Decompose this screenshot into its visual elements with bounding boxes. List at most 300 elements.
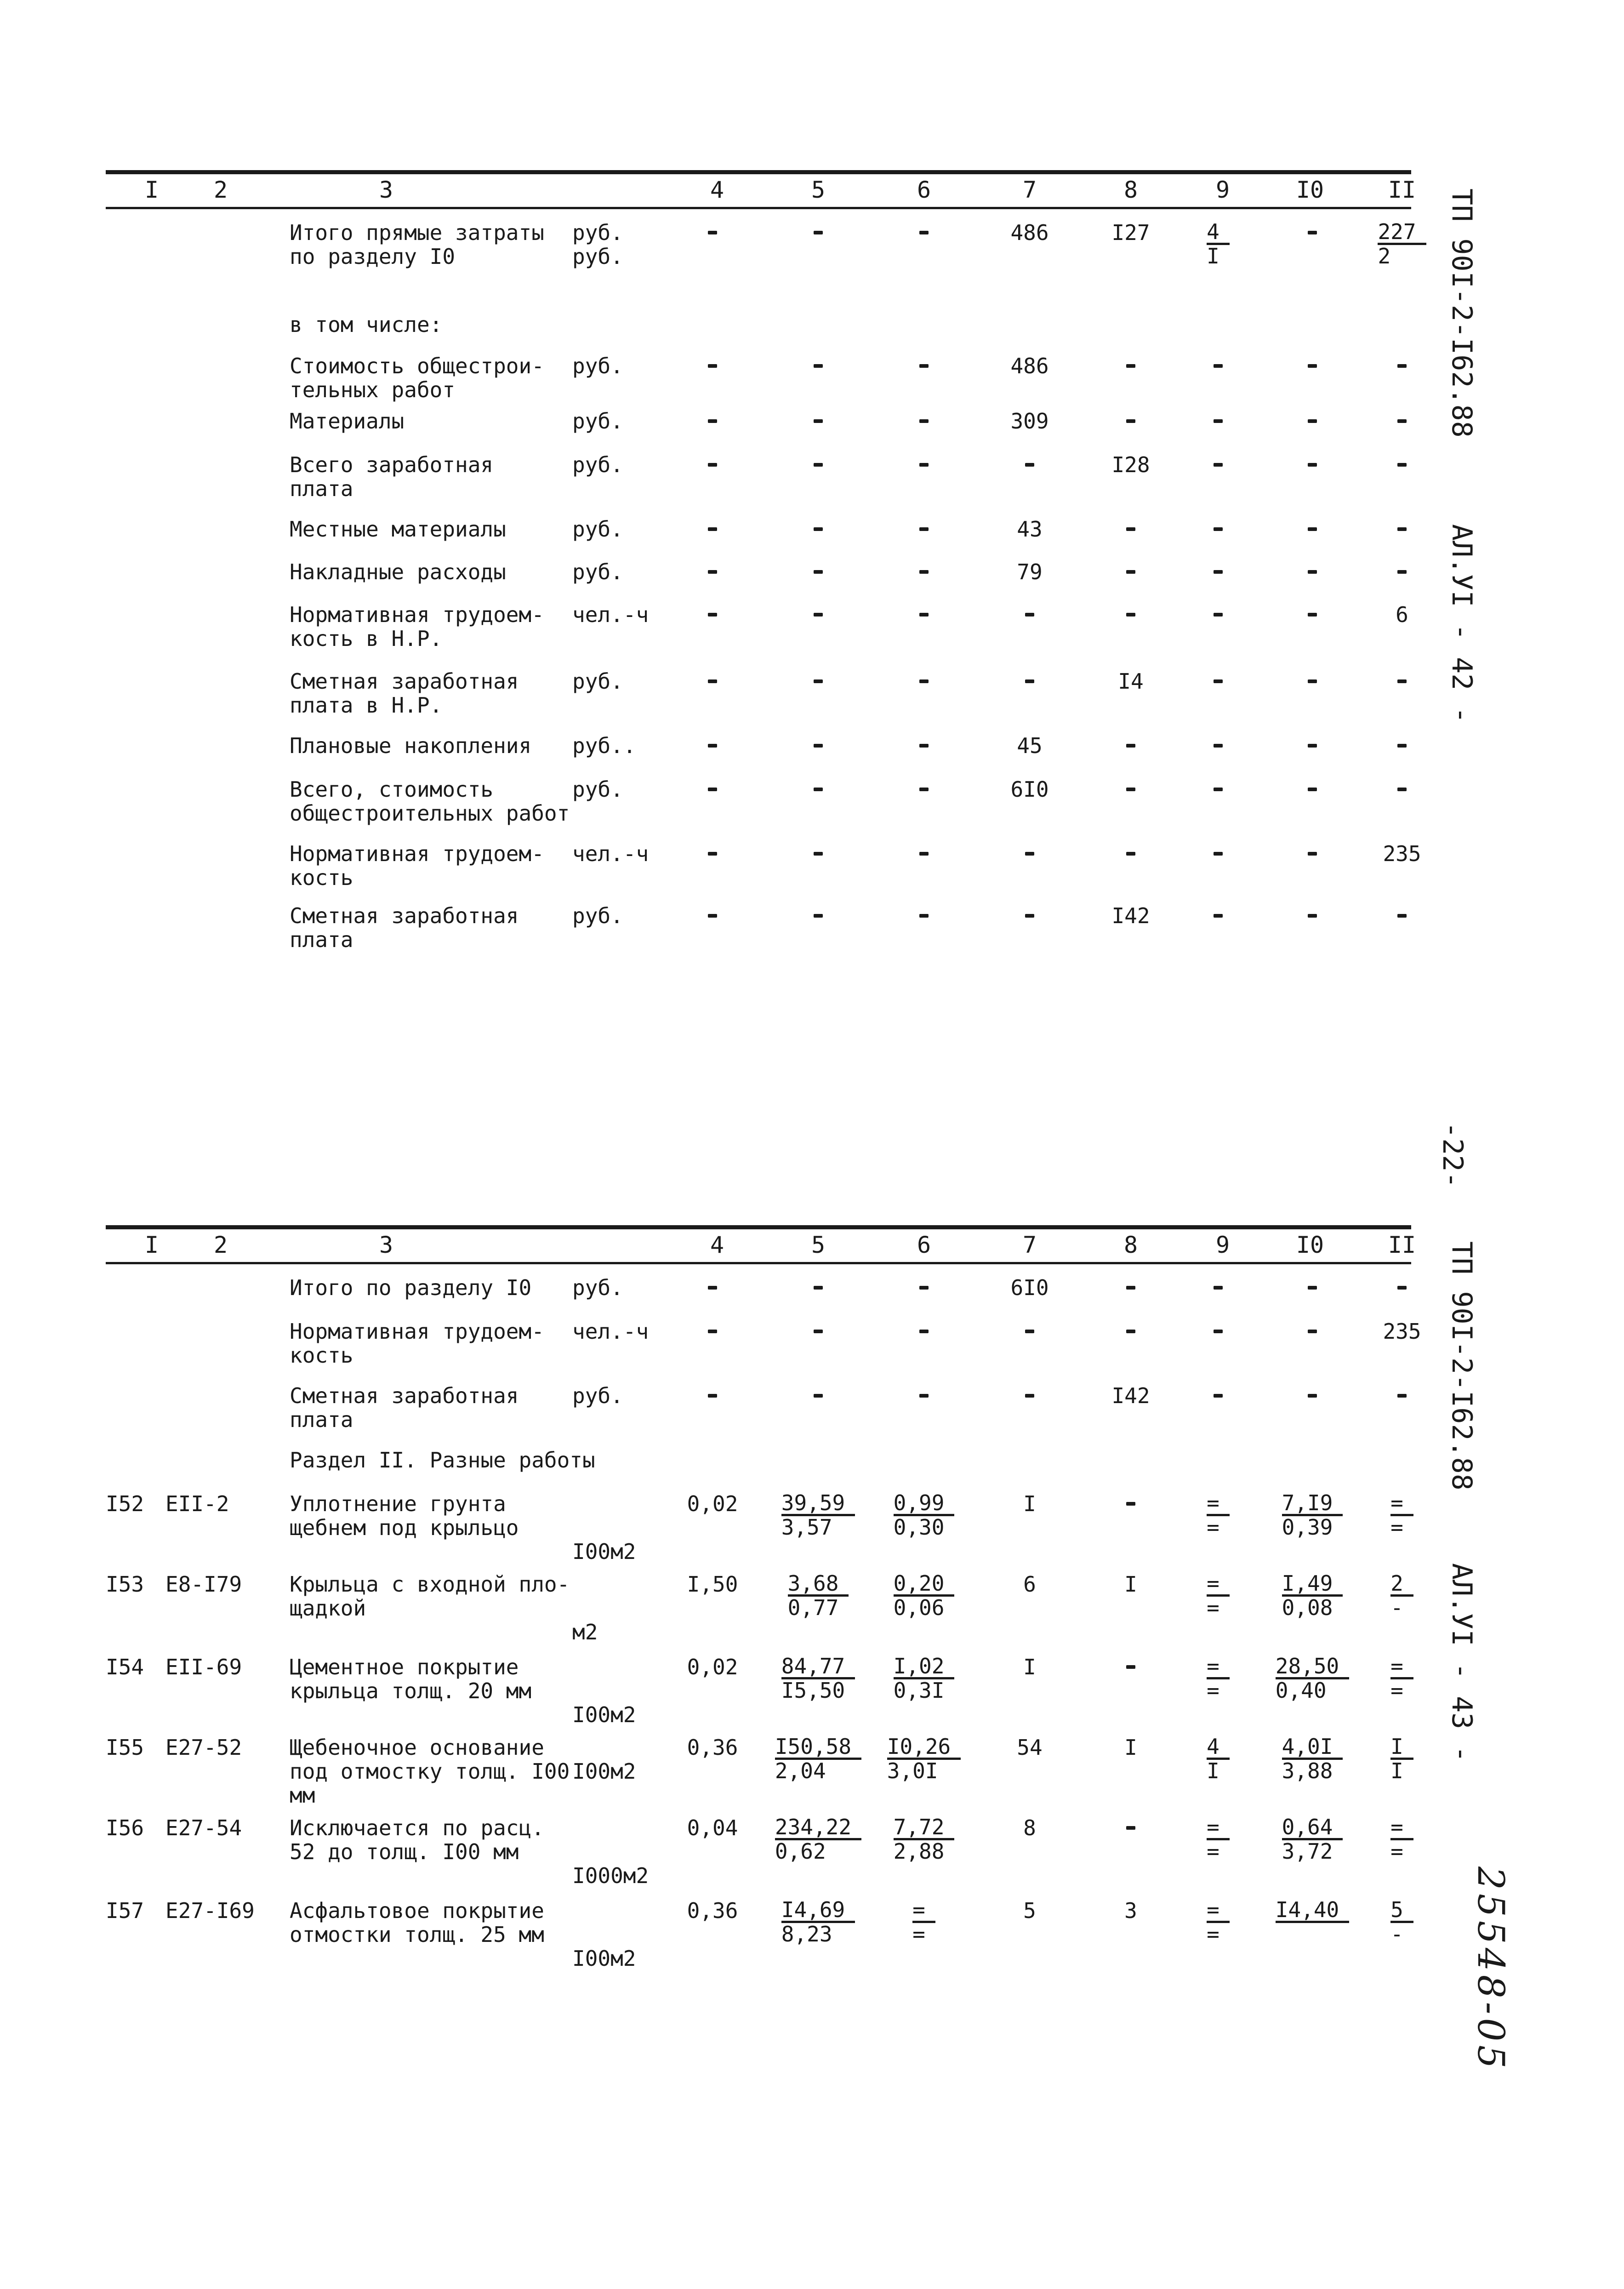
unit-label: I000м2	[572, 1863, 649, 1888]
col-4-value: I,50	[687, 1572, 738, 1597]
column-header-6: 6	[917, 1232, 931, 1258]
col-6-value	[873, 1319, 974, 1343]
dash-mark	[1308, 231, 1317, 234]
col-8-value: I	[1124, 1735, 1137, 1760]
col-8-value	[1080, 603, 1181, 627]
col-11-value: 235	[1383, 1319, 1421, 1344]
col-4-value: 0,04	[687, 1815, 738, 1840]
column-header-4: 4	[710, 177, 724, 203]
col-6-value	[873, 1735, 974, 1783]
col-5-value	[768, 409, 869, 433]
col-6-value	[873, 1492, 974, 1539]
column-header-7: 7	[1022, 1232, 1037, 1258]
rate-code: Е8-I79	[165, 1572, 242, 1597]
fraction-numerator: 2	[1390, 1572, 1413, 1597]
col-6-value	[873, 1572, 974, 1620]
unit-label: руб.	[572, 1275, 623, 1300]
unit-label: чел.-ч	[572, 602, 649, 627]
dash-mark	[1308, 527, 1317, 531]
col-5-value	[768, 1384, 869, 1408]
table-row	[106, 1572, 1411, 1655]
rate-code: ЕII-69	[165, 1655, 242, 1679]
col-4-value	[667, 1276, 758, 1300]
column-header-2: 2	[213, 177, 228, 203]
fraction-denominator: 0,08	[1282, 1595, 1333, 1620]
col-11-value	[1356, 1655, 1448, 1702]
fraction-value	[894, 1572, 955, 1619]
fraction-numerator: 3,68	[788, 1572, 849, 1597]
col-5-value	[768, 453, 869, 477]
col-8-value	[1080, 1276, 1181, 1300]
dash-mark	[708, 914, 717, 918]
dash-mark	[919, 1286, 929, 1290]
table-row	[106, 1816, 1411, 1899]
col-4-value	[667, 1319, 758, 1343]
table-row	[106, 560, 1411, 603]
fraction-value	[1207, 1572, 1230, 1619]
col-4-value	[667, 354, 758, 378]
unit-label: I00м2	[572, 1539, 636, 1564]
dash-mark	[1025, 914, 1034, 918]
col-8-value: I	[1124, 1572, 1137, 1597]
dash-mark	[1126, 364, 1135, 368]
col-9-value	[1177, 669, 1259, 693]
col-9-value	[1177, 1735, 1259, 1783]
fraction-denominator: I	[1207, 244, 1219, 268]
dash-mark	[814, 1394, 823, 1398]
dash-mark	[919, 463, 929, 467]
dash-mark	[708, 527, 717, 531]
fraction-numerator: 84,77	[781, 1655, 855, 1679]
dash-mark	[1214, 744, 1223, 748]
table-row	[106, 1492, 1411, 1572]
col-11-value	[1356, 1816, 1448, 1863]
col-10-value	[1264, 1816, 1361, 1863]
col-10-value	[1264, 517, 1361, 541]
fraction-numerator: I0,26	[887, 1735, 961, 1760]
unit-label: I00м2	[572, 1702, 636, 1727]
column-header-5: 5	[811, 1232, 826, 1258]
fraction-numerator: 0,20	[894, 1572, 955, 1597]
col-11-value	[1356, 904, 1448, 928]
fraction-value	[781, 1899, 855, 1945]
col-7-value	[979, 842, 1080, 866]
dash-mark	[814, 527, 823, 531]
fraction-numerator: 5	[1390, 1899, 1413, 1923]
col-4-value: 0,36	[687, 1735, 738, 1760]
fraction-numerator: 4	[1207, 1735, 1230, 1760]
dash-mark	[814, 852, 823, 856]
fraction-numerator: =	[1207, 1655, 1230, 1679]
col-7-value: 45	[1017, 733, 1043, 758]
dash-mark	[1308, 679, 1317, 683]
col-9-value	[1177, 453, 1259, 477]
dash-mark	[1308, 364, 1317, 368]
col-8-value: I28	[1111, 452, 1150, 477]
item-description: Нормативная трудоем- кость	[290, 841, 544, 890]
col-4-value: 0,02	[687, 1491, 738, 1516]
col-9-value	[1177, 1572, 1259, 1620]
dash-mark	[1397, 679, 1407, 683]
item-description: Стоимость общестрои- тельных работ	[290, 354, 544, 402]
dash-mark	[814, 914, 823, 918]
fraction-numerator: 0,64	[1282, 1816, 1343, 1840]
col-10-value	[1264, 453, 1361, 477]
dash-mark	[1214, 527, 1223, 531]
col-8-value: I42	[1111, 1383, 1150, 1408]
dash-mark	[1126, 744, 1135, 748]
fraction-value	[775, 1816, 861, 1862]
unit-label: чел.-ч	[572, 841, 649, 866]
col-4-value	[667, 669, 758, 693]
item-description: Местные материалы	[290, 517, 506, 542]
unit-label: руб. руб.	[572, 220, 623, 269]
col-9-value	[1177, 1276, 1259, 1300]
table-row	[106, 1319, 1421, 1384]
fraction-numerator: =	[1207, 1899, 1230, 1923]
fraction-value	[1282, 1572, 1343, 1619]
column-header-11: II	[1388, 177, 1416, 203]
dash-mark	[919, 914, 929, 918]
col-11-value	[1356, 734, 1448, 758]
col-8-value	[1080, 1816, 1181, 1840]
item-description: Сметная заработная плата в Н.Р.	[290, 669, 519, 718]
fraction-denominator: =	[1207, 1839, 1219, 1864]
col-9-value	[1177, 777, 1259, 801]
column-header-8: 8	[1123, 1232, 1138, 1258]
col-9-value	[1177, 603, 1259, 627]
column-header-10: I0	[1296, 1232, 1324, 1258]
col-4-value	[667, 560, 758, 584]
col-8-value	[1080, 354, 1181, 378]
dash-mark	[1126, 852, 1135, 856]
dash-mark	[1214, 463, 1223, 467]
dash-mark	[1214, 679, 1223, 683]
fraction-denominator: 0,06	[893, 1595, 945, 1620]
fraction-value	[775, 1735, 861, 1782]
dash-mark	[1308, 744, 1317, 748]
fraction-numerator: =	[1390, 1492, 1413, 1516]
item-description: Асфальтовое покрытие отмостки толщ. 25 мм	[290, 1898, 544, 1947]
dash-mark	[1025, 679, 1034, 683]
dash-mark	[814, 570, 823, 574]
col-8-value	[1080, 842, 1181, 866]
fraction-denominator: 3,72	[1282, 1839, 1333, 1864]
fraction-numerator: =	[1207, 1816, 1230, 1840]
col-8-value	[1080, 777, 1181, 801]
fraction-numerator: =	[1390, 1816, 1413, 1840]
fraction-numerator: I,02	[894, 1655, 955, 1679]
col-7-value: I	[1023, 1655, 1036, 1679]
rate-code: Е27-52	[165, 1735, 242, 1760]
col-5-value	[768, 777, 869, 801]
table-row	[106, 841, 1421, 904]
column-header-1: I	[144, 177, 159, 203]
item-description: Цементное покрытие крыльца толщ. 20 мм	[290, 1655, 532, 1703]
fraction-denominator: 0,30	[893, 1515, 945, 1540]
dash-mark	[1126, 788, 1135, 791]
fraction-denominator: =	[1207, 1678, 1219, 1703]
dash-mark	[919, 364, 929, 368]
dash-mark	[919, 679, 929, 683]
dash-mark	[708, 419, 717, 423]
fraction-denominator: 0,39	[1282, 1515, 1333, 1540]
col-11-value	[1356, 409, 1448, 433]
col-8-value: I27	[1111, 220, 1150, 245]
column-header-1: I	[144, 1232, 159, 1258]
fraction-value	[1207, 1492, 1230, 1538]
col-9-value	[1177, 1384, 1259, 1408]
fraction-numerator: 234,22	[775, 1816, 861, 1840]
col-5-value	[768, 1319, 869, 1343]
fraction-value	[894, 1492, 955, 1538]
dash-mark	[708, 1330, 717, 1333]
dash-mark	[1126, 1502, 1135, 1506]
dash-mark	[708, 788, 717, 791]
dash-mark	[1397, 914, 1407, 918]
col-8-value	[1080, 1319, 1181, 1343]
fraction-numerator: I,49	[1282, 1572, 1343, 1597]
col-5-value	[768, 904, 869, 928]
table-row	[106, 669, 1411, 734]
col-9-value	[1177, 354, 1259, 378]
unit-label: I00м2	[572, 1759, 636, 1784]
col-8-value	[1080, 1655, 1181, 1679]
item-description: Сметная заработная плата	[290, 903, 519, 952]
col-5-value	[768, 842, 869, 866]
dash-mark	[1214, 1330, 1223, 1333]
col-5-value	[768, 1276, 869, 1300]
col-6-value	[873, 453, 974, 477]
fraction-denominator: I	[1390, 1758, 1403, 1783]
dash-mark	[1126, 570, 1135, 574]
col-11-value	[1356, 1492, 1448, 1539]
column-header-6: 6	[917, 177, 931, 203]
dash-mark	[814, 419, 823, 423]
fraction-denominator: =	[1207, 1515, 1219, 1540]
col-4-value	[667, 409, 758, 433]
fraction-value	[1276, 1899, 1349, 1945]
col-8-value	[1080, 560, 1181, 584]
col-10-value	[1264, 1735, 1361, 1783]
fraction-numerator: 39,59	[781, 1492, 855, 1516]
fraction-value	[1282, 1816, 1343, 1862]
fraction-value	[1390, 1899, 1413, 1945]
col-11-value	[1356, 354, 1448, 378]
dash-mark	[1214, 788, 1223, 791]
item-description: Нормативная трудоем- кость	[290, 1319, 544, 1368]
unit-label: руб.	[572, 452, 623, 477]
col-6-value	[873, 409, 974, 433]
item-description: Всего заработная плата	[290, 452, 494, 501]
dash-mark	[814, 679, 823, 683]
col-6-value	[873, 734, 974, 758]
handwritten-stamp-code: 25548-05	[1470, 1867, 1512, 2072]
dash-mark	[1214, 1394, 1223, 1398]
unit-label: м2	[572, 1620, 598, 1644]
col-9-value	[1177, 1319, 1259, 1343]
fraction-value	[1390, 1492, 1413, 1538]
item-description: Нормативная трудоем- кость в Н.Р.	[290, 602, 544, 651]
rate-code: Е27-I69	[165, 1898, 255, 1923]
dash-mark	[1025, 1394, 1034, 1398]
dash-mark	[814, 744, 823, 748]
dash-mark	[1214, 570, 1223, 574]
fraction-denominator: I	[1207, 1758, 1219, 1783]
col-7-value	[979, 904, 1080, 928]
table-row	[106, 1735, 1411, 1816]
dash-mark	[1397, 463, 1407, 467]
column-header-8: 8	[1123, 177, 1138, 203]
column-header-3: 3	[379, 177, 393, 203]
col-4-value: 0,02	[687, 1655, 738, 1679]
col-4-value	[667, 453, 758, 477]
fraction-denominator: 3,88	[1282, 1758, 1333, 1783]
col-11-value: 235	[1383, 841, 1421, 866]
fraction-denominator: =	[1390, 1515, 1403, 1540]
fraction-value	[894, 1816, 955, 1862]
dash-mark	[1308, 914, 1317, 918]
column-header-7: 7	[1022, 177, 1037, 203]
series-code-upper: ТП 90I-2-I62.88	[1446, 188, 1478, 438]
album-page-upper: АЛ.УI - 42 -	[1446, 524, 1478, 724]
fraction-denominator: =	[1390, 1678, 1403, 1703]
col-6-value	[873, 1899, 974, 1946]
fraction-denominator: -	[1390, 1595, 1403, 1620]
fraction-numerator: =	[912, 1899, 935, 1923]
col-11-value	[1356, 1572, 1448, 1620]
item-number: I57	[106, 1898, 144, 1923]
fraction-denominator: 2,88	[893, 1839, 945, 1864]
fraction-value	[788, 1572, 849, 1619]
fraction-value	[894, 1655, 955, 1701]
fraction-denominator: =	[1207, 1922, 1219, 1947]
dash-mark	[1397, 1394, 1407, 1398]
fraction-value	[1378, 221, 1426, 267]
unit-label: руб.	[572, 354, 623, 378]
col-5-value	[768, 354, 869, 378]
unit-label: руб.	[572, 409, 623, 434]
col-4-value	[667, 777, 758, 801]
dash-mark	[814, 231, 823, 234]
fraction-numerator: I50,58	[775, 1735, 861, 1760]
column-header-4: 4	[710, 1232, 724, 1258]
dash-mark	[919, 744, 929, 748]
dash-mark	[1308, 613, 1317, 616]
table-row	[106, 313, 1411, 354]
table-row	[106, 219, 1416, 313]
item-description: Исключается по расц. 52 до толщ. I00 мм	[290, 1815, 544, 1864]
fraction-numerator: 0,99	[894, 1492, 955, 1516]
col-10-value	[1264, 1492, 1361, 1539]
dash-mark	[708, 1394, 717, 1398]
col-5-value	[768, 734, 869, 758]
dash-mark	[919, 788, 929, 791]
item-description: Итого прямые затраты по разделу I0	[290, 220, 544, 269]
dash-mark	[919, 419, 929, 423]
col-6-value	[873, 603, 974, 627]
fraction-value	[1390, 1735, 1413, 1782]
unit-label: руб.	[572, 517, 623, 542]
col-10-value	[1264, 560, 1361, 584]
dash-mark	[708, 364, 717, 368]
dash-mark	[1308, 419, 1317, 423]
col-11-value	[1356, 517, 1448, 541]
item-description: Плановые накопления	[290, 733, 532, 758]
dash-mark	[1214, 852, 1223, 856]
unit-label: руб.	[572, 777, 623, 802]
col-7-value: 486	[1010, 354, 1049, 378]
table-row	[106, 1655, 1411, 1735]
table-row	[106, 904, 1411, 968]
fraction-numerator: 7,72	[894, 1816, 955, 1840]
fraction-value	[1390, 1816, 1413, 1862]
dash-mark	[1126, 1330, 1135, 1333]
col-7-value	[979, 453, 1080, 477]
fraction-numerator: I	[1390, 1735, 1413, 1760]
col-4-value	[667, 904, 758, 928]
dash-mark	[1397, 419, 1407, 423]
dash-mark	[1214, 419, 1223, 423]
col-5-value	[768, 1572, 869, 1620]
fraction-denominator: =	[1207, 1595, 1219, 1620]
fraction-numerator: 7,I9	[1282, 1492, 1343, 1516]
unit-label: руб.	[572, 559, 623, 584]
col-7-value	[979, 1319, 1080, 1343]
table-row	[106, 603, 1411, 669]
dash-mark	[1025, 852, 1034, 856]
col-7-value: 6I0	[1010, 777, 1049, 802]
col-11-value	[1356, 1899, 1448, 1946]
dash-mark	[1308, 463, 1317, 467]
fraction-denominator: 8,23	[781, 1922, 832, 1947]
dash-mark	[1025, 463, 1034, 467]
col-7-value: 5	[1023, 1898, 1036, 1923]
item-number: I54	[106, 1655, 144, 1679]
item-description: Крыльца с входной пло- щадкой	[290, 1572, 570, 1621]
table-row	[106, 1384, 1411, 1448]
col-6-value	[873, 560, 974, 584]
header-bottom-rule	[106, 1262, 1411, 1264]
unit-label: руб.	[572, 903, 623, 928]
col-7-value: 6I0	[1010, 1275, 1049, 1300]
col-11-value	[1356, 669, 1448, 693]
dash-mark	[1308, 1330, 1317, 1333]
col-11-value	[1356, 1735, 1448, 1783]
col-10-value	[1264, 1572, 1361, 1620]
unit-label: I00м2	[572, 1946, 636, 1971]
table-row	[106, 409, 1411, 453]
fraction-value	[912, 1899, 935, 1945]
col-9-value	[1177, 517, 1259, 541]
col-4-value	[667, 517, 758, 541]
col-6-value	[873, 517, 974, 541]
col-9-value	[1177, 734, 1259, 758]
fraction-denominator: 0,77	[787, 1595, 839, 1620]
item-number: I56	[106, 1815, 144, 1840]
dash-mark	[708, 852, 717, 856]
col-7-value: 6	[1023, 1572, 1036, 1597]
unit-label: руб..	[572, 733, 636, 758]
dash-mark	[1126, 1286, 1135, 1290]
col-10-value	[1264, 904, 1361, 928]
col-5-value	[768, 1899, 869, 1946]
item-number: I55	[106, 1735, 144, 1760]
dash-mark	[919, 852, 929, 856]
fraction-value	[781, 1492, 855, 1538]
col-9-value	[1177, 1492, 1259, 1539]
col-10-value	[1264, 734, 1361, 758]
